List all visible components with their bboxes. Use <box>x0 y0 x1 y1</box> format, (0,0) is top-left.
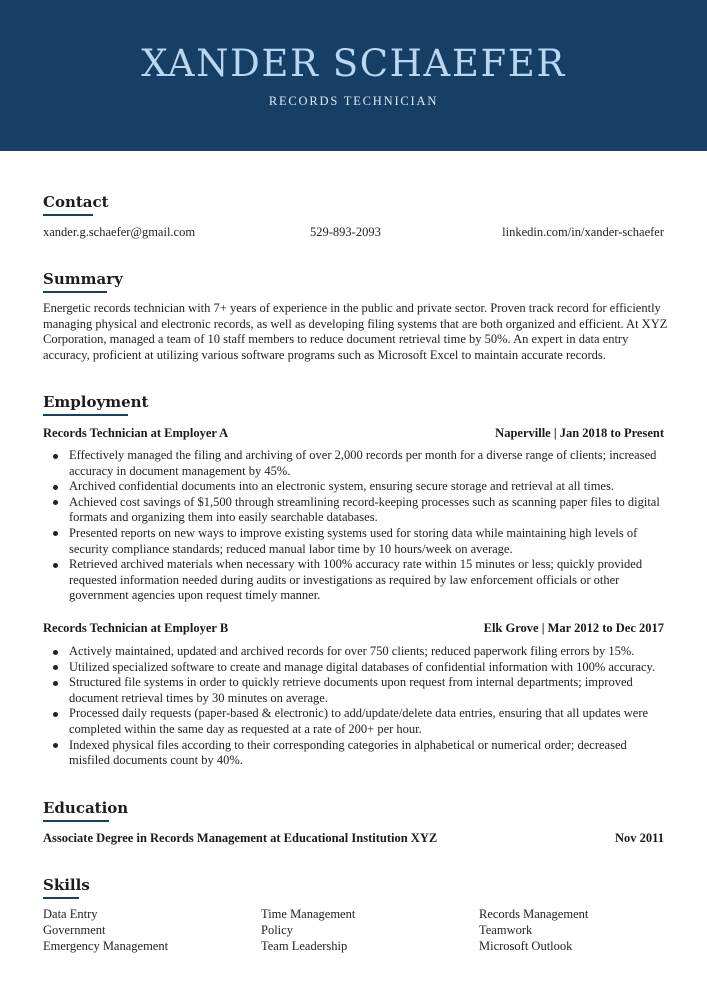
contact-email[interactable]: xander.g.schaefer@gmail.com <box>43 225 196 239</box>
skill-item: Government <box>43 923 106 937</box>
list-item: Retrieved archived materials when necessary with 100% accuracy rate within 15 minutes or less; quickly provided requested information needed during audits or investigations as required by law enforcement officials or other government agencies upon request timely manner. <box>43 557 668 604</box>
job-bullets <box>43 644 668 769</box>
resume-header <box>0 0 707 151</box>
job-title: Records Technician at Employer A <box>43 426 229 440</box>
list-item: Processed daily requests (paper-based & electronic) to add/update/delete data entries, ensuring that all updates were completed within the same day as requested at a rate of 200+ per hour. <box>43 706 668 737</box>
skill-item: Emergency Management <box>43 939 169 953</box>
skills-column <box>43 906 243 954</box>
skills-column <box>479 906 679 954</box>
list-item: Achieved cost savings of $1,500 through streamlining record-keeping processes such as scanning paper files to digital formats and organizing them into easily searchable databases. <box>43 495 668 526</box>
list-item: Utilized specialized software to create and manage digital databases of confidential information with 100% accuracy. <box>43 660 668 676</box>
list-item: Structured file systems in order to quickly retrieve documents upon request from internal departments; improved document retrieval times by 30 minutes on average. <box>43 675 668 706</box>
job-title: Records Technician at Employer B <box>43 621 229 635</box>
skills-column <box>261 906 461 954</box>
list-item: Presented reports on new ways to improve existing systems used for storing data while maintaining high levels of security compliance standards; reduced manual labor time by 10 hours/week on average. <box>43 526 668 557</box>
candidate-title: RECORDS TECHNICIAN <box>268 94 439 108</box>
summary-heading-underline <box>43 291 107 293</box>
skills-heading: Skills <box>43 876 90 894</box>
skills-heading-underline <box>43 897 79 899</box>
contact-linkedin[interactable]: linkedin.com/in/xander-schaefer <box>502 225 664 239</box>
skill-item: Microsoft Outlook <box>479 939 573 953</box>
education-heading: Education <box>43 799 129 817</box>
job-location-dates: Naperville | Jan 2018 to Present <box>495 426 664 440</box>
graduation-date: Nov 2011 <box>615 831 664 845</box>
employment-heading: Employment <box>43 393 149 411</box>
skill-item: Data Entry <box>43 907 98 921</box>
summary-heading: Summary <box>43 270 123 288</box>
summary-text: Energetic records technician with 7+ years of experience in the public and private sector. Proven track record for efficiently managing physical and electronic records, as well as developing filing systems that are both organized and efficient. At XYZ Corporation, managed a team of 10 staff members to reduce document retrieval time by 50%. An expert in data entry accuracy, proficient at utilizing various software programs such as Microsoft Excel to maintain accurate records. <box>43 301 668 362</box>
contact-phone[interactable]: 529-893-2093 <box>310 225 381 239</box>
contact-heading-underline <box>43 214 93 216</box>
candidate-name: XANDER SCHAEFER <box>141 42 566 85</box>
skill-item: Teamwork <box>479 923 533 937</box>
contact-heading: Contact <box>43 193 109 211</box>
degree: Associate Degree in Records Management at Educational Institution XYZ <box>43 831 438 845</box>
skill-item: Policy <box>261 923 293 937</box>
list-item: Archived confidential documents into an electronic system, ensuring secure storage and retrieval at all times. <box>43 479 668 495</box>
employment-heading-underline <box>43 414 128 416</box>
list-item: Effectively managed the filing and archiving of over 2,000 records per month for a diverse range of clients; increased accuracy in document management by 45%. <box>43 448 668 479</box>
job-bullets <box>43 448 668 604</box>
education-heading-underline <box>43 820 109 822</box>
job-location-dates: Elk Grove | Mar 2012 to Dec 2017 <box>483 621 664 635</box>
skill-item: Time Management <box>261 907 356 921</box>
list-item: Indexed physical files according to their corresponding categories in alphabetical or numerical order; decreased misfiled documents count by 40%. <box>43 738 668 769</box>
list-item: Actively maintained, updated and archived records for over 750 clients; reduced paperwork filing errors by 15%. <box>43 644 668 660</box>
skill-item: Team Leadership <box>261 939 348 953</box>
skill-item: Records Management <box>479 907 589 921</box>
